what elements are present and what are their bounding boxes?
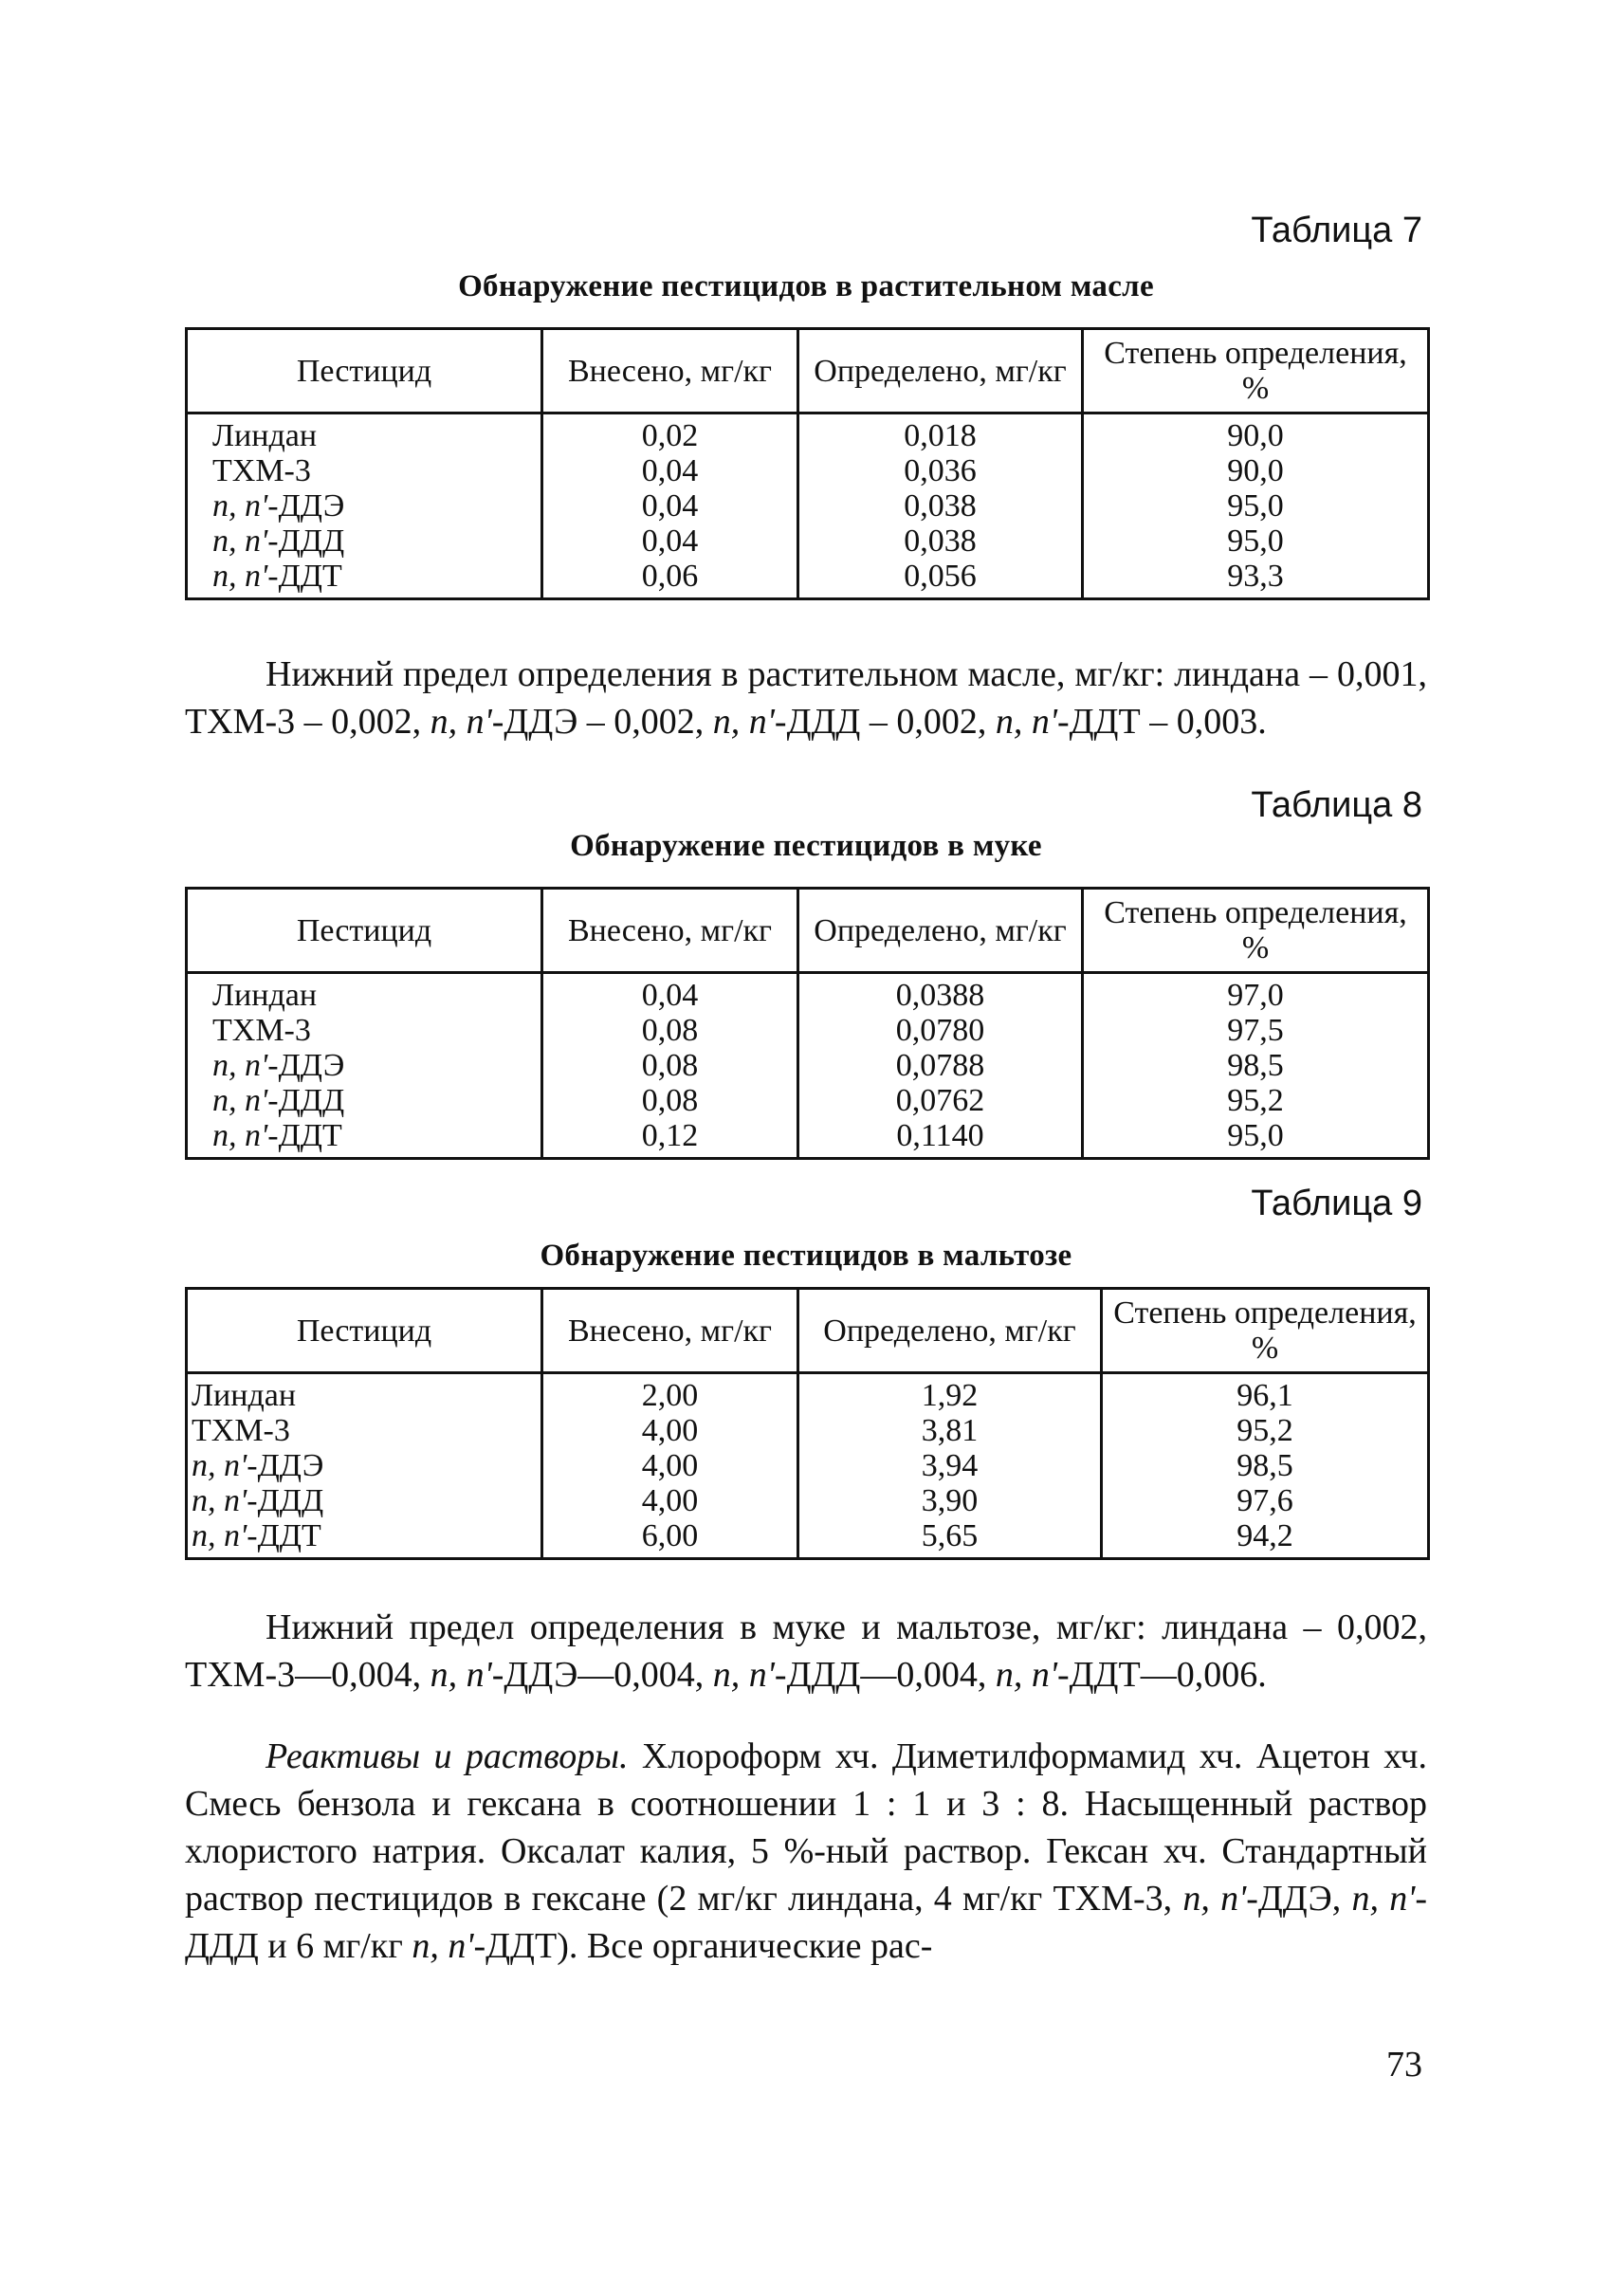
value-cell: 0,08 xyxy=(542,1013,798,1048)
value-cell: 97,6 xyxy=(1102,1483,1429,1518)
pesticide-name-cell: ТХМ-3 xyxy=(187,453,542,488)
value-cell: 3,81 xyxy=(798,1413,1102,1448)
pesticide-name-cell: Линдан xyxy=(187,413,542,454)
value-cell: 0,04 xyxy=(542,973,798,1014)
value-cell: 0,04 xyxy=(542,453,798,488)
table-8-caption: Таблица 8 xyxy=(1251,785,1422,825)
table-7-title: Обнаружение пестицидов в растительном масле xyxy=(458,269,1154,303)
table-8 xyxy=(185,887,1430,1160)
table-row xyxy=(187,1118,1429,1159)
value-cell: 97,5 xyxy=(1083,1013,1429,1048)
value-cell: 98,5 xyxy=(1102,1448,1429,1483)
value-cell: 3,90 xyxy=(798,1483,1102,1518)
table-8-title: Обнаружение пестицидов в муке xyxy=(570,829,1042,863)
column-header: Степень определения, % xyxy=(1083,329,1429,413)
column-header: Внесено, мг/кг xyxy=(542,1289,798,1373)
paragraph-text: Нижний предел определения в муке и мальтозе, мг/кг: линдана – 0,002, ТХМ-3—0,004, n, n'-ДДЭ—0,004, n, n'-ДДД—0,004, n, n'-ДДТ—0,006. xyxy=(185,1607,1427,1695)
table-row xyxy=(187,488,1429,523)
value-cell: 95,2 xyxy=(1083,1083,1429,1118)
pesticide-name-cell: n, n'-ДДТ xyxy=(187,1118,542,1159)
value-cell: 0,0388 xyxy=(798,973,1083,1014)
table-9-title: Обнаружение пестицидов в мальтозе xyxy=(540,1239,1072,1273)
value-cell: 90,0 xyxy=(1083,453,1429,488)
column-header: Внесено, мг/кг xyxy=(542,329,798,413)
value-cell: 2,00 xyxy=(542,1373,798,1414)
pesticide-name-cell: ТХМ-3 xyxy=(187,1013,542,1048)
value-cell: 0,08 xyxy=(542,1083,798,1118)
value-cell: 94,2 xyxy=(1102,1518,1429,1559)
table-header-row xyxy=(187,889,1429,973)
page-number: 73 xyxy=(1386,2045,1422,2085)
value-cell: 0,02 xyxy=(542,413,798,454)
value-cell: 95,2 xyxy=(1102,1413,1429,1448)
pesticide-name-cell: n, n'-ДДД xyxy=(187,523,542,559)
value-cell: 0,0788 xyxy=(798,1048,1083,1083)
value-cell: 0,038 xyxy=(798,523,1083,559)
table-9 xyxy=(185,1287,1430,1560)
column-header: Пестицид xyxy=(187,329,542,413)
table-header-row xyxy=(187,1289,1429,1373)
column-header: Определено, мг/кг xyxy=(798,329,1083,413)
pesticide-name-cell: n, n'-ДДД xyxy=(187,1483,542,1518)
value-cell: 4,00 xyxy=(542,1483,798,1518)
pesticide-name-cell: n, n'-ДДТ xyxy=(187,559,542,599)
value-cell: 0,018 xyxy=(798,413,1083,454)
value-cell: 0,1140 xyxy=(798,1118,1083,1159)
paragraph-limit-flour xyxy=(185,1604,1427,1699)
table-header-row xyxy=(187,329,1429,413)
value-cell: 95,0 xyxy=(1083,488,1429,523)
column-header: Пестицид xyxy=(187,1289,542,1373)
table-row xyxy=(187,1483,1429,1518)
value-cell: 97,0 xyxy=(1083,973,1429,1014)
value-cell: 93,3 xyxy=(1083,559,1429,599)
column-header: Пестицид xyxy=(187,889,542,973)
reagents-text: Хлороформ хч. Диметилформамид хч. Ацетон хч. Смесь бензола и гексана в соотношении 1 : 1 и 3 : 8. Насыщенный раствор хлористого натрия. Оксалат калия, 5 %-ный раствор. Гексан хч. Стандартный раствор пестицидов в гексане (2 мг/кг линдана, 4 мг/кг ТХМ-3, n, n'-ДДЭ, n, n'-ДДД и 6 мг/кг n, n'-ДДТ). Все органические рас- xyxy=(185,1736,1428,1966)
pesticide-name-cell: Линдан xyxy=(187,1373,542,1414)
pesticide-name-cell: n, n'-ДДЭ xyxy=(187,488,542,523)
table-row xyxy=(187,1048,1429,1083)
table-row xyxy=(187,1413,1429,1448)
table-row xyxy=(187,523,1429,559)
column-header: Определено, мг/кг xyxy=(798,1289,1102,1373)
pesticide-name-cell: n, n'-ДДД xyxy=(187,1083,542,1118)
table-row xyxy=(187,559,1429,599)
value-cell: 6,00 xyxy=(542,1518,798,1559)
table-7 xyxy=(185,327,1430,600)
value-cell: 1,92 xyxy=(798,1373,1102,1414)
value-cell: 4,00 xyxy=(542,1448,798,1483)
value-cell: 98,5 xyxy=(1083,1048,1429,1083)
table-row xyxy=(187,1083,1429,1118)
value-cell: 0,056 xyxy=(798,559,1083,599)
table-9-caption: Таблица 9 xyxy=(1251,1184,1422,1223)
column-header: Степень определения, % xyxy=(1083,889,1429,973)
value-cell: 90,0 xyxy=(1083,413,1429,454)
value-cell: 0,038 xyxy=(798,488,1083,523)
value-cell: 0,12 xyxy=(542,1118,798,1159)
table-row xyxy=(187,413,1429,454)
table-row xyxy=(187,1013,1429,1048)
value-cell: 3,94 xyxy=(798,1448,1102,1483)
column-header: Внесено, мг/кг xyxy=(542,889,798,973)
table-row xyxy=(187,1373,1429,1414)
table-row xyxy=(187,453,1429,488)
value-cell: 0,04 xyxy=(542,523,798,559)
table-row xyxy=(187,1448,1429,1483)
paragraph-reagents xyxy=(185,1733,1427,1970)
column-header: Степень определения, % xyxy=(1102,1289,1429,1373)
value-cell: 0,0762 xyxy=(798,1083,1083,1118)
value-cell: 0,04 xyxy=(542,488,798,523)
pesticide-name-cell: n, n'-ДДТ xyxy=(187,1518,542,1559)
value-cell: 0,06 xyxy=(542,559,798,599)
value-cell: 0,036 xyxy=(798,453,1083,488)
pesticide-name-cell: n, n'-ДДЭ xyxy=(187,1048,542,1083)
paragraph-text: Нижний предел определения в растительном масле, мг/кг: линдана – 0,001, ТХМ-3 – 0,002, n, n'-ДДЭ – 0,002, n, n'-ДДД – 0,002, n, n'-ДДТ – 0,003. xyxy=(185,654,1427,742)
table-row xyxy=(187,1518,1429,1559)
value-cell: 0,08 xyxy=(542,1048,798,1083)
value-cell: 4,00 xyxy=(542,1413,798,1448)
value-cell: 95,0 xyxy=(1083,1118,1429,1159)
table-row xyxy=(187,973,1429,1014)
reagents-heading: Реактивы и растворы. xyxy=(266,1736,629,1776)
value-cell: 95,0 xyxy=(1083,523,1429,559)
paragraph-limit-oil xyxy=(185,651,1427,745)
pesticide-name-cell: ТХМ-3 xyxy=(187,1413,542,1448)
value-cell: 96,1 xyxy=(1102,1373,1429,1414)
column-header: Определено, мг/кг xyxy=(798,889,1083,973)
value-cell: 5,65 xyxy=(798,1518,1102,1559)
pesticide-name-cell: n, n'-ДДЭ xyxy=(187,1448,542,1483)
table-7-caption: Таблица 7 xyxy=(1251,211,1422,250)
pesticide-name-cell: Линдан xyxy=(187,973,542,1014)
value-cell: 0,0780 xyxy=(798,1013,1083,1048)
